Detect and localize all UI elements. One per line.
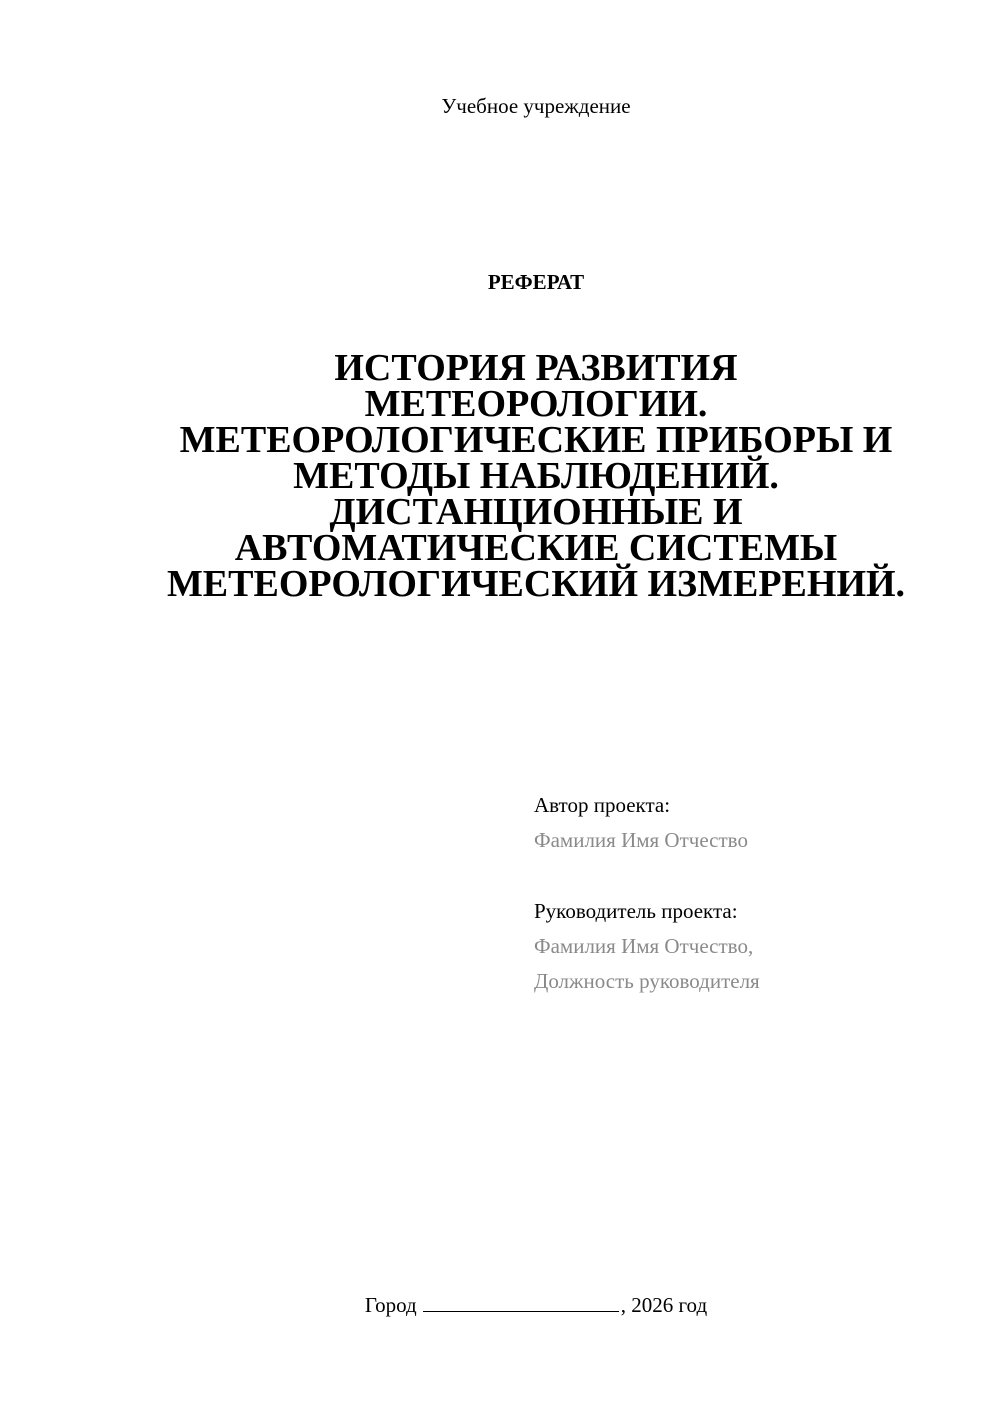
supervisor-name: Фамилия Имя Отчество,: [534, 934, 754, 958]
title-line: МЕТЕОРОЛОГИЧЕСКИЙ ИЗМЕРЕНИЙ.: [166, 563, 906, 605]
author-label: Автор проекта:: [534, 793, 671, 817]
title-line: МЕТОДЫ НАБЛЮДЕНИЙ.: [293, 455, 779, 497]
credits-spacer: [534, 858, 974, 894]
title-line: МЕТЕОРОЛОГИИ.: [364, 383, 708, 425]
supervisor-position: Должность руководителя: [534, 969, 760, 993]
document-type: РЕФЕРАТ: [487, 270, 585, 294]
city-label: Город: [364, 1293, 417, 1317]
title-line: ДИСТАНЦИОННЫЕ И: [329, 491, 743, 533]
year-text: , 2026 год: [620, 1293, 708, 1317]
footer-city-year: [0, 1290, 1000, 1320]
author-name: Фамилия Имя Отчество: [534, 828, 748, 852]
institution-name: Учебное учреждение: [441, 94, 631, 118]
title-line: МЕТЕОРОЛОГИЧЕСКИЕ ПРИБОРЫ И: [179, 419, 893, 461]
city-blank-line: [423, 1291, 619, 1312]
title-line: АВТОМАТИЧЕСКИЕ СИСТЕМЫ: [234, 527, 838, 569]
credits-block: [534, 788, 974, 999]
document-title: [100, 347, 972, 605]
title-line: ИСТОРИЯ РАЗВИТИЯ: [334, 347, 738, 389]
supervisor-label: Руководитель проекта:: [534, 899, 738, 923]
